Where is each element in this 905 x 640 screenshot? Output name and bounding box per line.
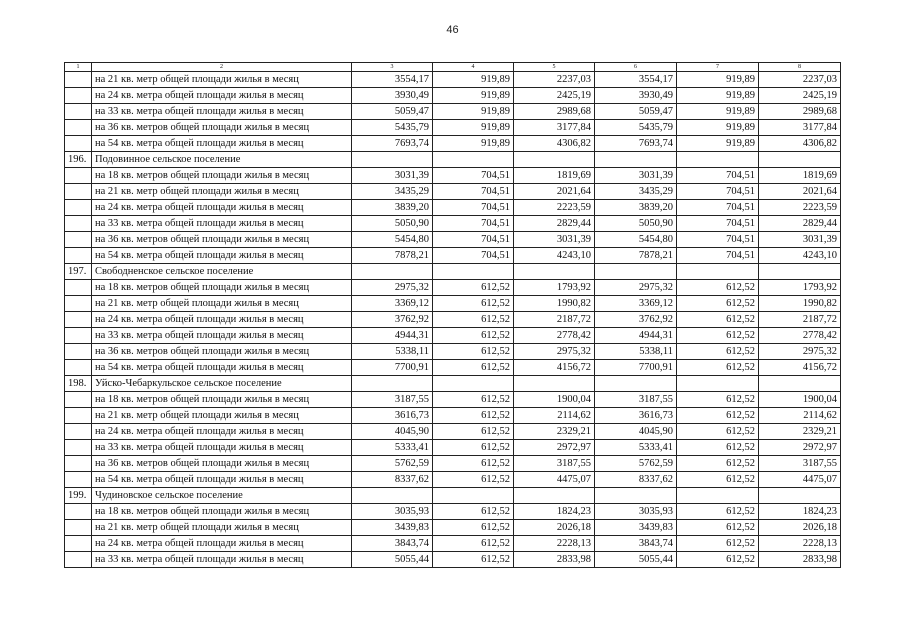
empty-index-cell (65, 536, 92, 552)
value-cell-col8: 2026,18 (759, 520, 841, 536)
empty-index-cell (65, 456, 92, 472)
value-cell-col3: 3031,39 (352, 168, 433, 184)
row-label: на 33 кв. метра общей площади жилья в месяц (92, 328, 352, 344)
value-cell-col6: 3031,39 (595, 168, 677, 184)
value-cell-col5: 1990,82 (514, 296, 595, 312)
column-number: 6 (595, 63, 677, 72)
value-cell-col7: 919,89 (677, 104, 759, 120)
section-row (65, 488, 841, 504)
empty-cell (514, 264, 595, 280)
value-cell-col4: 919,89 (433, 104, 514, 120)
value-cell-col4: 612,52 (433, 536, 514, 552)
value-cell-col3: 3839,20 (352, 200, 433, 216)
empty-index-cell (65, 328, 92, 344)
section-title: Свободненское сельское поселение (92, 264, 352, 280)
value-cell-col3: 5454,80 (352, 232, 433, 248)
column-number: 3 (352, 63, 433, 72)
value-cell-col3: 5059,47 (352, 104, 433, 120)
value-cell-col6: 8337,62 (595, 472, 677, 488)
value-cell-col4: 919,89 (433, 136, 514, 152)
value-cell-col8: 1793,92 (759, 280, 841, 296)
value-cell-col6: 5454,80 (595, 232, 677, 248)
value-cell-col6: 5762,59 (595, 456, 677, 472)
value-cell-col4: 704,51 (433, 184, 514, 200)
value-cell-col7: 704,51 (677, 184, 759, 200)
value-cell-col7: 704,51 (677, 200, 759, 216)
value-cell-col8: 3031,39 (759, 232, 841, 248)
value-cell-col8: 2425,19 (759, 88, 841, 104)
column-number: 5 (514, 63, 595, 72)
row-label: на 24 кв. метра общей площади жилья в месяц (92, 200, 352, 216)
table-row (65, 72, 841, 88)
value-cell-col7: 612,52 (677, 440, 759, 456)
empty-cell (595, 264, 677, 280)
value-cell-col5: 2026,18 (514, 520, 595, 536)
row-label: на 54 кв. метра общей площади жилья в месяц (92, 248, 352, 264)
value-cell-col4: 919,89 (433, 88, 514, 104)
value-cell-col8: 2228,13 (759, 536, 841, 552)
value-cell-col6: 5338,11 (595, 344, 677, 360)
column-number: 8 (759, 63, 841, 72)
value-cell-col4: 704,51 (433, 248, 514, 264)
value-cell-col6: 5055,44 (595, 552, 677, 568)
empty-cell (514, 376, 595, 392)
value-cell-col5: 1819,69 (514, 168, 595, 184)
value-cell-col8: 2021,64 (759, 184, 841, 200)
row-label: на 21 кв. метр общей площади жилья в месяц (92, 184, 352, 200)
value-cell-col6: 7700,91 (595, 360, 677, 376)
value-cell-col8: 4475,07 (759, 472, 841, 488)
value-cell-col4: 612,52 (433, 312, 514, 328)
empty-cell (759, 152, 841, 168)
value-cell-col5: 2829,44 (514, 216, 595, 232)
table-row (65, 248, 841, 264)
empty-index-cell (65, 216, 92, 232)
empty-cell (352, 376, 433, 392)
value-cell-col7: 612,52 (677, 360, 759, 376)
value-cell-col7: 704,51 (677, 248, 759, 264)
table-row (65, 280, 841, 296)
table-row (65, 184, 841, 200)
empty-cell (514, 488, 595, 504)
empty-index-cell (65, 408, 92, 424)
row-label: на 36 кв. метров общей площади жилья в месяц (92, 232, 352, 248)
empty-cell (352, 152, 433, 168)
value-cell-col8: 2778,42 (759, 328, 841, 344)
value-cell-col5: 2114,62 (514, 408, 595, 424)
empty-index-cell (65, 280, 92, 296)
value-cell-col8: 4243,10 (759, 248, 841, 264)
value-cell-col6: 3930,49 (595, 88, 677, 104)
table-row (65, 344, 841, 360)
empty-index-cell (65, 424, 92, 440)
value-cell-col5: 1900,04 (514, 392, 595, 408)
empty-cell (677, 264, 759, 280)
value-cell-col4: 612,52 (433, 520, 514, 536)
value-cell-col3: 5762,59 (352, 456, 433, 472)
section-row (65, 264, 841, 280)
empty-index-cell (65, 72, 92, 88)
section-row (65, 376, 841, 392)
value-cell-col6: 3839,20 (595, 200, 677, 216)
tariff-table (64, 62, 841, 568)
table-row (65, 456, 841, 472)
table-row (65, 296, 841, 312)
value-cell-col4: 612,52 (433, 440, 514, 456)
value-cell-col3: 4944,31 (352, 328, 433, 344)
value-cell-col3: 3616,73 (352, 408, 433, 424)
empty-index-cell (65, 504, 92, 520)
empty-index-cell (65, 232, 92, 248)
value-cell-col3: 5435,79 (352, 120, 433, 136)
section-title: Чудиновское сельское поселение (92, 488, 352, 504)
value-cell-col7: 612,52 (677, 312, 759, 328)
empty-index-cell (65, 168, 92, 184)
value-cell-col5: 4306,82 (514, 136, 595, 152)
empty-cell (759, 264, 841, 280)
value-cell-col7: 704,51 (677, 232, 759, 248)
value-cell-col4: 704,51 (433, 216, 514, 232)
value-cell-col5: 2972,97 (514, 440, 595, 456)
value-cell-col6: 3435,29 (595, 184, 677, 200)
table-row (65, 360, 841, 376)
value-cell-col3: 3369,12 (352, 296, 433, 312)
empty-cell (677, 152, 759, 168)
table-row (65, 472, 841, 488)
page-number: 46 (446, 24, 459, 36)
empty-cell (514, 152, 595, 168)
value-cell-col7: 612,52 (677, 552, 759, 568)
value-cell-col4: 704,51 (433, 168, 514, 184)
value-cell-col4: 919,89 (433, 72, 514, 88)
empty-cell (352, 488, 433, 504)
table-row (65, 440, 841, 456)
empty-cell (595, 376, 677, 392)
value-cell-col4: 612,52 (433, 408, 514, 424)
value-cell-col6: 3369,12 (595, 296, 677, 312)
value-cell-col5: 2989,68 (514, 104, 595, 120)
table-row (65, 216, 841, 232)
value-cell-col6: 4944,31 (595, 328, 677, 344)
empty-cell (677, 376, 759, 392)
value-cell-col3: 7700,91 (352, 360, 433, 376)
value-cell-col6: 3616,73 (595, 408, 677, 424)
empty-index-cell (65, 392, 92, 408)
value-cell-col7: 612,52 (677, 456, 759, 472)
value-cell-col6: 5333,41 (595, 440, 677, 456)
value-cell-col6: 7878,21 (595, 248, 677, 264)
value-cell-col4: 612,52 (433, 472, 514, 488)
value-cell-col8: 4156,72 (759, 360, 841, 376)
value-cell-col4: 612,52 (433, 504, 514, 520)
empty-cell (595, 152, 677, 168)
value-cell-col6: 3554,17 (595, 72, 677, 88)
value-cell-col8: 2114,62 (759, 408, 841, 424)
table-row (65, 232, 841, 248)
row-label: на 33 кв. метра общей площади жилья в месяц (92, 104, 352, 120)
table-row (65, 552, 841, 568)
table-row (65, 200, 841, 216)
empty-cell (352, 264, 433, 280)
row-label: на 18 кв. метров общей площади жилья в месяц (92, 280, 352, 296)
value-cell-col4: 612,52 (433, 552, 514, 568)
value-cell-col5: 3187,55 (514, 456, 595, 472)
value-cell-col7: 612,52 (677, 424, 759, 440)
table-row (65, 392, 841, 408)
column-number: 7 (677, 63, 759, 72)
value-cell-col3: 5050,90 (352, 216, 433, 232)
section-title: Подовинное сельское поселение (92, 152, 352, 168)
value-cell-col5: 4243,10 (514, 248, 595, 264)
value-cell-col4: 612,52 (433, 456, 514, 472)
column-number-row (65, 63, 841, 72)
value-cell-col6: 5050,90 (595, 216, 677, 232)
empty-index-cell (65, 248, 92, 264)
empty-cell (759, 376, 841, 392)
empty-index-cell (65, 472, 92, 488)
value-cell-col7: 612,52 (677, 328, 759, 344)
empty-index-cell (65, 312, 92, 328)
value-cell-col3: 8337,62 (352, 472, 433, 488)
value-cell-col5: 2237,03 (514, 72, 595, 88)
value-cell-col6: 3035,93 (595, 504, 677, 520)
value-cell-col3: 3554,17 (352, 72, 433, 88)
row-label: на 33 кв. метра общей площади жилья в месяц (92, 440, 352, 456)
value-cell-col5: 3177,84 (514, 120, 595, 136)
value-cell-col4: 704,51 (433, 200, 514, 216)
row-label: на 54 кв. метра общей площади жилья в месяц (92, 136, 352, 152)
value-cell-col3: 4045,90 (352, 424, 433, 440)
table-row (65, 136, 841, 152)
value-cell-col8: 2187,72 (759, 312, 841, 328)
empty-cell (433, 152, 514, 168)
table-row (65, 168, 841, 184)
row-label: на 24 кв. метра общей площади жилья в месяц (92, 424, 352, 440)
empty-cell (433, 264, 514, 280)
value-cell-col4: 612,52 (433, 280, 514, 296)
value-cell-col8: 4306,82 (759, 136, 841, 152)
value-cell-col8: 1819,69 (759, 168, 841, 184)
empty-index-cell (65, 120, 92, 136)
value-cell-col5: 2021,64 (514, 184, 595, 200)
table-row (65, 312, 841, 328)
value-cell-col7: 612,52 (677, 472, 759, 488)
value-cell-col5: 3031,39 (514, 232, 595, 248)
value-cell-col5: 1793,92 (514, 280, 595, 296)
empty-index-cell (65, 296, 92, 312)
table-row (65, 520, 841, 536)
value-cell-col5: 2778,42 (514, 328, 595, 344)
value-cell-col8: 2975,32 (759, 344, 841, 360)
row-label: на 24 кв. метра общей площади жилья в месяц (92, 536, 352, 552)
empty-cell (677, 488, 759, 504)
value-cell-col7: 919,89 (677, 120, 759, 136)
value-cell-col3: 5338,11 (352, 344, 433, 360)
column-number: 2 (92, 63, 352, 72)
value-cell-col8: 2223,59 (759, 200, 841, 216)
row-label: на 21 кв. метр общей площади жилья в месяц (92, 520, 352, 536)
value-cell-col8: 3187,55 (759, 456, 841, 472)
value-cell-col4: 612,52 (433, 296, 514, 312)
value-cell-col3: 7693,74 (352, 136, 433, 152)
value-cell-col4: 612,52 (433, 328, 514, 344)
empty-cell (433, 488, 514, 504)
value-cell-col7: 704,51 (677, 216, 759, 232)
value-cell-col8: 1900,04 (759, 392, 841, 408)
value-cell-col3: 5055,44 (352, 552, 433, 568)
value-cell-col4: 612,52 (433, 344, 514, 360)
value-cell-col7: 919,89 (677, 88, 759, 104)
empty-index-cell (65, 200, 92, 216)
value-cell-col8: 2989,68 (759, 104, 841, 120)
value-cell-col7: 612,52 (677, 344, 759, 360)
value-cell-col5: 2425,19 (514, 88, 595, 104)
value-cell-col5: 4156,72 (514, 360, 595, 376)
value-cell-col7: 612,52 (677, 280, 759, 296)
value-cell-col6: 5435,79 (595, 120, 677, 136)
value-cell-col3: 7878,21 (352, 248, 433, 264)
value-cell-col5: 2187,72 (514, 312, 595, 328)
row-label: на 18 кв. метров общей площади жилья в месяц (92, 504, 352, 520)
empty-index-cell (65, 552, 92, 568)
value-cell-col7: 919,89 (677, 136, 759, 152)
row-label: на 21 кв. метр общей площади жилья в месяц (92, 408, 352, 424)
value-cell-col6: 2975,32 (595, 280, 677, 296)
row-label: на 36 кв. метров общей площади жилья в месяц (92, 120, 352, 136)
row-label: на 54 кв. метра общей площади жилья в месяц (92, 472, 352, 488)
value-cell-col7: 612,52 (677, 408, 759, 424)
value-cell-col3: 3930,49 (352, 88, 433, 104)
row-label: на 21 кв. метр общей площади жилья в месяц (92, 72, 352, 88)
section-index: 198. (65, 376, 92, 392)
table-row (65, 424, 841, 440)
value-cell-col8: 1824,23 (759, 504, 841, 520)
empty-cell (759, 488, 841, 504)
row-label: на 18 кв. метров общей площади жилья в месяц (92, 168, 352, 184)
value-cell-col7: 704,51 (677, 168, 759, 184)
column-number: 1 (65, 63, 92, 72)
column-number: 4 (433, 63, 514, 72)
empty-index-cell (65, 344, 92, 360)
value-cell-col8: 1990,82 (759, 296, 841, 312)
value-cell-col3: 3439,83 (352, 520, 433, 536)
value-cell-col6: 5059,47 (595, 104, 677, 120)
value-cell-col7: 919,89 (677, 72, 759, 88)
table-row (65, 120, 841, 136)
row-label: на 18 кв. метров общей площади жилья в месяц (92, 392, 352, 408)
value-cell-col7: 612,52 (677, 536, 759, 552)
value-cell-col8: 2833,98 (759, 552, 841, 568)
empty-index-cell (65, 360, 92, 376)
value-cell-col6: 3843,74 (595, 536, 677, 552)
value-cell-col5: 2833,98 (514, 552, 595, 568)
value-cell-col8: 3177,84 (759, 120, 841, 136)
value-cell-col5: 2975,32 (514, 344, 595, 360)
value-cell-col7: 612,52 (677, 504, 759, 520)
value-cell-col8: 2829,44 (759, 216, 841, 232)
table-row (65, 408, 841, 424)
row-label: на 36 кв. метров общей площади жилья в месяц (92, 344, 352, 360)
empty-cell (433, 376, 514, 392)
row-label: на 24 кв. метра общей площади жилья в месяц (92, 88, 352, 104)
value-cell-col4: 612,52 (433, 360, 514, 376)
table-row (65, 88, 841, 104)
value-cell-col5: 1824,23 (514, 504, 595, 520)
value-cell-col8: 2237,03 (759, 72, 841, 88)
value-cell-col7: 612,52 (677, 520, 759, 536)
value-cell-col6: 3439,83 (595, 520, 677, 536)
value-cell-col8: 2972,97 (759, 440, 841, 456)
value-cell-col3: 3035,93 (352, 504, 433, 520)
value-cell-col4: 612,52 (433, 392, 514, 408)
value-cell-col7: 612,52 (677, 296, 759, 312)
section-index: 197. (65, 264, 92, 280)
row-label: на 54 кв. метра общей площади жилья в месяц (92, 360, 352, 376)
empty-index-cell (65, 136, 92, 152)
empty-index-cell (65, 440, 92, 456)
value-cell-col4: 704,51 (433, 232, 514, 248)
value-cell-col3: 2975,32 (352, 280, 433, 296)
value-cell-col4: 919,89 (433, 120, 514, 136)
value-cell-col6: 3762,92 (595, 312, 677, 328)
section-index: 199. (65, 488, 92, 504)
value-cell-col3: 5333,41 (352, 440, 433, 456)
row-label: на 36 кв. метров общей площади жилья в месяц (92, 456, 352, 472)
empty-cell (595, 488, 677, 504)
value-cell-col3: 3762,92 (352, 312, 433, 328)
row-label: на 33 кв. метра общей площади жилья в месяц (92, 552, 352, 568)
table-row (65, 104, 841, 120)
value-cell-col6: 3187,55 (595, 392, 677, 408)
empty-index-cell (65, 520, 92, 536)
table-body (65, 63, 841, 568)
row-label: на 21 кв. метр общей площади жилья в месяц (92, 296, 352, 312)
section-title: Уйско-Чебаркульское сельское поселение (92, 376, 352, 392)
value-cell-col6: 7693,74 (595, 136, 677, 152)
table-row (65, 504, 841, 520)
section-index: 196. (65, 152, 92, 168)
value-cell-col8: 2329,21 (759, 424, 841, 440)
value-cell-col3: 3187,55 (352, 392, 433, 408)
value-cell-col6: 4045,90 (595, 424, 677, 440)
value-cell-col5: 2223,59 (514, 200, 595, 216)
table-row (65, 328, 841, 344)
value-cell-col3: 3435,29 (352, 184, 433, 200)
empty-index-cell (65, 88, 92, 104)
value-cell-col5: 2228,13 (514, 536, 595, 552)
value-cell-col5: 4475,07 (514, 472, 595, 488)
empty-index-cell (65, 104, 92, 120)
value-cell-col7: 612,52 (677, 392, 759, 408)
value-cell-col3: 3843,74 (352, 536, 433, 552)
empty-index-cell (65, 184, 92, 200)
row-label: на 24 кв. метра общей площади жилья в месяц (92, 312, 352, 328)
section-row (65, 152, 841, 168)
table-row (65, 536, 841, 552)
value-cell-col5: 2329,21 (514, 424, 595, 440)
value-cell-col4: 612,52 (433, 424, 514, 440)
row-label: на 33 кв. метра общей площади жилья в месяц (92, 216, 352, 232)
